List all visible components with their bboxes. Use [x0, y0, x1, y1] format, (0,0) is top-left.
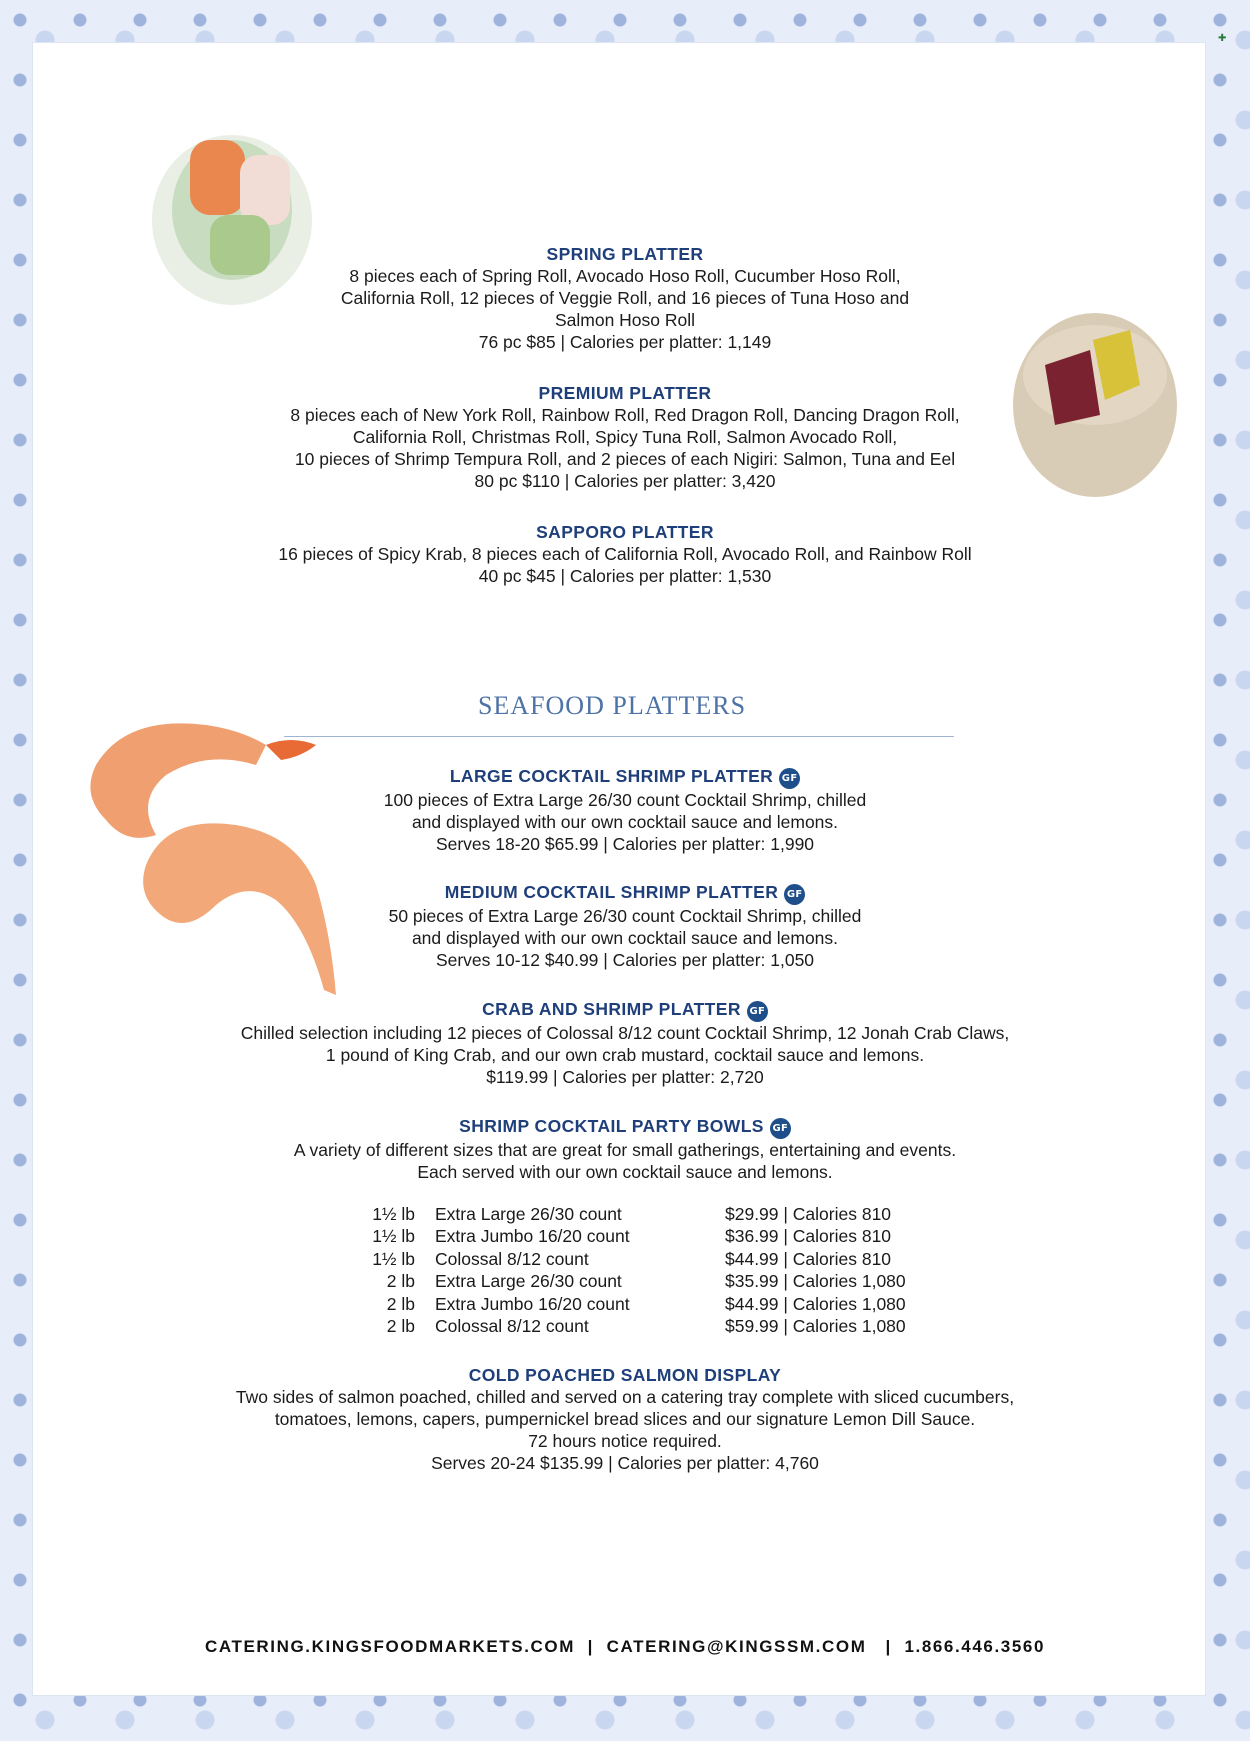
large-shrimp-line: 100 pieces of Extra Large 26/30 count Cocktail Shrimp, chilled — [383, 790, 867, 810]
large-shrimp-line: and displayed with our own cocktail sauce and lemons. — [411, 812, 839, 832]
party-bowls-price-table — [330, 1203, 906, 1337]
medium-shrimp-line: and displayed with our own cocktail sauce and lemons. — [411, 928, 839, 948]
spring-platter-line: Salmon Hoso Roll — [554, 310, 696, 330]
bowl-size: 2 lb — [386, 1293, 415, 1314]
salmon-display-line: Two sides of salmon poached, chilled and served on a catering tray complete with sliced cucumbers, — [235, 1387, 1015, 1407]
large-shrimp-platter — [0, 765, 1250, 855]
crab-shrimp-title: CRAB AND SHRIMP PLATTER — [482, 999, 741, 1019]
premium-platter-line: 8 pieces each of New York Roll, Rainbow Roll, Red Dragon Roll, Dancing Dragon Roll, — [290, 405, 960, 425]
medium-shrimp-platter — [0, 881, 1250, 971]
spring-platter-title: SPRING PLATTER — [546, 244, 704, 264]
bowl-price: $35.99 | Calories 1,080 — [725, 1271, 906, 1292]
salmon-display-title: COLD POACHED SALMON DISPLAY — [468, 1365, 782, 1385]
bowl-description: Extra Jumbo 16/20 count — [435, 1226, 630, 1247]
gluten-free-badge: GF — [770, 1118, 791, 1139]
spring-platter-line: 8 pieces each of Spring Roll, Avocado Hoso Roll, Cucumber Hoso Roll, — [349, 266, 901, 286]
table-row — [330, 1203, 906, 1225]
bowl-size: 2 lb — [386, 1271, 415, 1292]
bowl-description: Colossal 8/12 count — [435, 1248, 589, 1269]
bowl-size: 1½ lb — [372, 1248, 415, 1269]
gluten-free-badge: GF — [747, 1001, 768, 1022]
bowl-price: $36.99 | Calories 810 — [725, 1226, 892, 1247]
crab-shrimp-platter — [0, 998, 1250, 1088]
party-bowls — [0, 1115, 1250, 1183]
bowl-description: Extra Jumbo 16/20 count — [435, 1293, 630, 1314]
bowl-size: 1½ lb — [372, 1204, 415, 1224]
heading-divider — [284, 736, 954, 737]
spring-platter — [0, 243, 1250, 353]
premium-platter-line: California Roll, Christmas Roll, Spicy Tuna Roll, Salmon Avocado Roll, — [352, 427, 898, 447]
bowl-size: 2 lb — [386, 1316, 415, 1337]
seafood-platters-heading: SEAFOOD PLATTERS — [477, 691, 747, 720]
crab-shrimp-line: Chilled selection including 12 pieces of Colossal 8/12 count Cocktail Shrimp, 12 Jonah Crab Claws, — [240, 1023, 1010, 1043]
gluten-free-badge: GF — [779, 768, 800, 789]
table-row — [330, 1225, 906, 1247]
sapporo-platter-title: SAPPORO PLATTER — [536, 522, 714, 542]
sapporo-platter-price: 40 pc $45 | Calories per platter: 1,530 — [478, 566, 772, 586]
crab-shrimp-price: $119.99 | Calories per platter: 2,720 — [486, 1067, 764, 1087]
salmon-display-line: 72 hours notice required. — [528, 1431, 722, 1451]
bowl-description: Extra Large 26/30 count — [435, 1204, 622, 1224]
bowl-price: $44.99 | Calories 810 — [725, 1248, 892, 1269]
bowl-price: $59.99 | Calories 1,080 — [725, 1316, 906, 1337]
contact-footer[interactable]: CATERING.KINGSFOODMARKETS.COM | CATERING@KINGSSM.COM | 1.866.446.3560 — [204, 1637, 1046, 1656]
bowl-description: Extra Large 26/30 count — [435, 1271, 622, 1292]
spring-platter-line: California Roll, 12 pieces of Veggie Roll, and 16 pieces of Tuna Hoso and — [340, 288, 910, 308]
table-row — [330, 1315, 906, 1337]
large-shrimp-title: LARGE COCKTAIL SHRIMP PLATTER — [449, 766, 774, 786]
bowl-description: Colossal 8/12 count — [435, 1316, 589, 1337]
bowl-size: 1½ lb — [372, 1226, 415, 1247]
bowl-price: $29.99 | Calories 810 — [725, 1204, 892, 1224]
large-shrimp-price: Serves 18-20 $65.99 | Calories per platter: 1,990 — [435, 834, 815, 854]
sapporo-platter-line: 16 pieces of Spicy Krab, 8 pieces each of California Roll, Avocado Roll, and Rainbow Roll — [278, 544, 972, 564]
party-bowls-line: Each served with our own cocktail sauce and lemons. — [417, 1162, 833, 1182]
party-bowls-line: A variety of different sizes that are great for small gatherings, entertaining and events. — [293, 1140, 957, 1160]
gluten-free-badge: GF — [784, 884, 805, 905]
medium-shrimp-line: 50 pieces of Extra Large 26/30 count Cocktail Shrimp, chilled — [388, 906, 862, 926]
medium-shrimp-title: MEDIUM COCKTAIL SHRIMP PLATTER — [444, 882, 779, 902]
salmon-display-line: tomatoes, lemons, capers, pumpernickel bread slices and our signature Lemon Dill Sauce. — [274, 1409, 976, 1429]
table-row — [330, 1293, 906, 1315]
spring-platter-price: 76 pc $85 | Calories per platter: 1,149 — [478, 332, 772, 352]
premium-platter — [0, 382, 1250, 492]
premium-platter-line: 10 pieces of Shrimp Tempura Roll, and 2 pieces of each Nigiri: Salmon, Tuna and Eel — [294, 449, 956, 469]
corner-logo-icon: ✚ — [1218, 33, 1227, 44]
premium-platter-title: PREMIUM PLATTER — [538, 383, 712, 403]
premium-platter-price: 80 pc $110 | Calories per platter: 3,420 — [474, 471, 776, 491]
table-row — [330, 1270, 906, 1292]
table-row — [330, 1248, 906, 1270]
medium-shrimp-price: Serves 10-12 $40.99 | Calories per platter: 1,050 — [435, 950, 815, 970]
crab-shrimp-line: 1 pound of King Crab, and our own crab mustard, cocktail sauce and lemons. — [325, 1045, 925, 1065]
salmon-display — [0, 1364, 1250, 1474]
bowl-price: $44.99 | Calories 1,080 — [725, 1293, 906, 1314]
party-bowls-title: SHRIMP COCKTAIL PARTY BOWLS — [459, 1116, 764, 1136]
salmon-display-price: Serves 20-24 $135.99 | Calories per platter: 4,760 — [431, 1453, 819, 1473]
sapporo-platter — [0, 521, 1250, 587]
